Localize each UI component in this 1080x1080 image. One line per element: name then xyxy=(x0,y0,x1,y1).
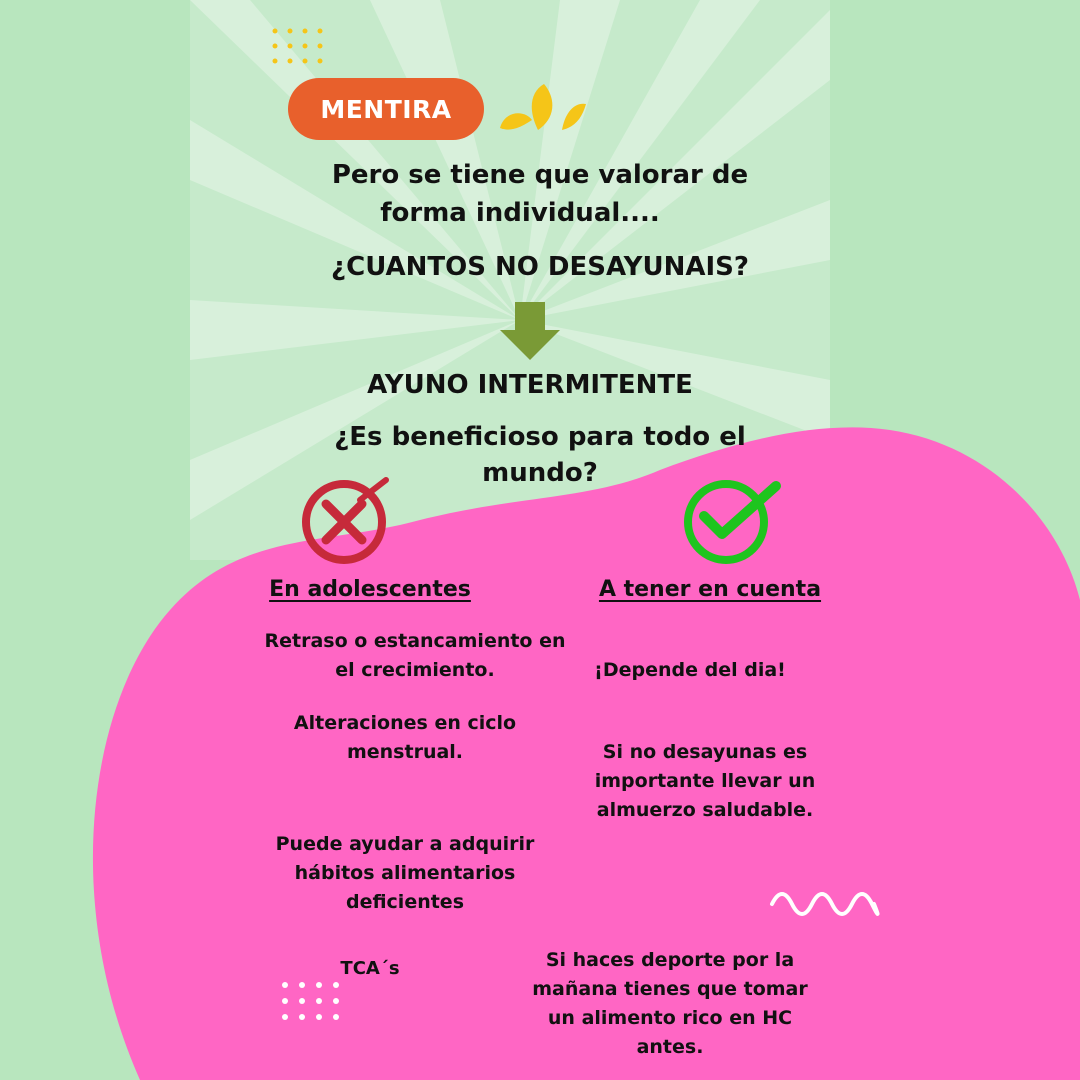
list-item: TCA´s xyxy=(340,958,400,979)
topic-title: AYUNO INTERMITENTE xyxy=(367,370,693,400)
list-item: hábitos alimentarios xyxy=(294,862,516,884)
breakfast-question: ¿CUANTOS NO DESAYUNAIS? xyxy=(331,252,749,282)
red-x-circle-icon xyxy=(298,474,394,566)
intro-line-1: Pero se tiene que valorar de xyxy=(331,160,749,190)
badge-label: MENTIRA xyxy=(320,94,452,124)
list-item: ¡Depende del dia! xyxy=(594,659,786,681)
list-item: Alteraciones en ciclo xyxy=(293,712,517,734)
list-item: mañana tienes que tomar xyxy=(532,978,808,1000)
list-item: almuerzo saludable. xyxy=(596,799,814,821)
benefit-question-line-2: mundo? xyxy=(482,458,598,488)
list-item: menstrual. xyxy=(346,741,464,763)
list-item: Puede ayudar a adquirir xyxy=(275,833,535,855)
list-item: deficientes xyxy=(345,891,465,913)
green-check-circle-icon xyxy=(680,472,786,566)
list-item: el crecimiento. xyxy=(335,659,495,681)
left-column-title: En adolescentes xyxy=(269,577,471,602)
list-item: Si haces deporte por la xyxy=(545,949,795,971)
list-item: antes. xyxy=(636,1036,704,1058)
list-item: Si no desayunas es xyxy=(602,741,808,763)
list-item: importante llevar un xyxy=(594,770,816,792)
right-column-title: A tener en cuenta xyxy=(598,577,822,602)
benefit-question-line-1: ¿Es beneficioso para todo el xyxy=(334,422,746,452)
list-item: un alimento rico en HC xyxy=(547,1007,793,1029)
mentira-badge xyxy=(288,78,484,140)
list-item: Retraso o estancamiento en xyxy=(264,630,566,652)
intro-line-2: forma individual.... xyxy=(380,198,660,228)
